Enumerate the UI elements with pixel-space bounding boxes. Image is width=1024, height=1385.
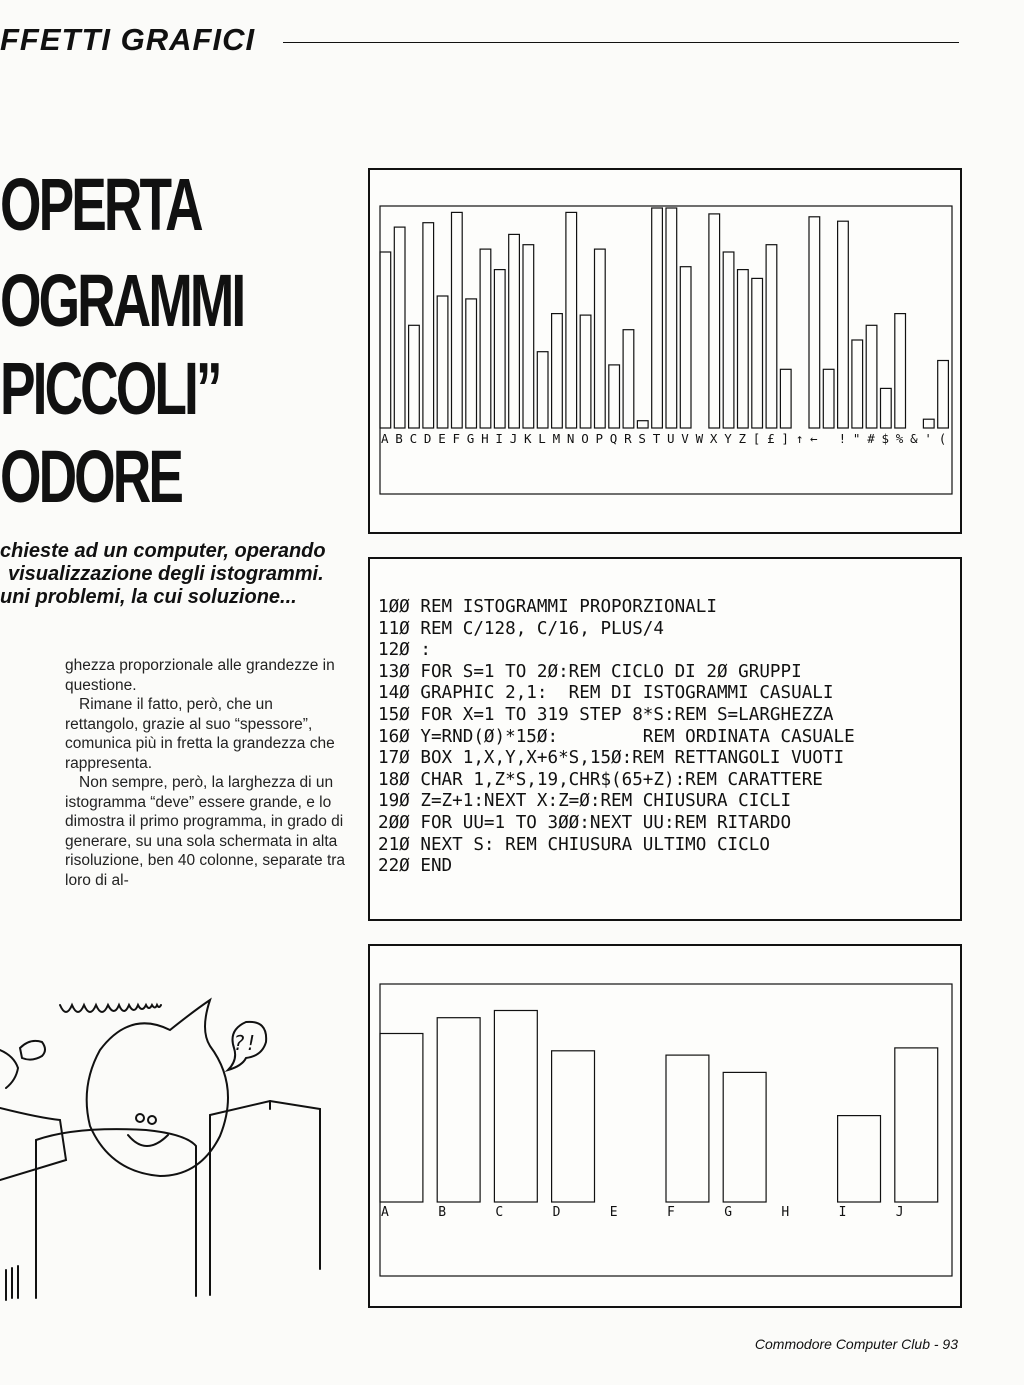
histogram-40-bars-chart <box>370 170 960 532</box>
bar <box>437 296 448 428</box>
bar <box>723 1072 766 1202</box>
listing-line: 19Ø Z=Z+1:NEXT X:Z=Ø:REM CHIUSURA CICLI <box>378 791 792 812</box>
lead-line: chieste ad un computer, operando <box>0 540 326 562</box>
bar <box>537 352 548 428</box>
lead-paragraph <box>0 540 350 609</box>
bar <box>623 330 634 428</box>
bar-label: Z <box>738 431 747 446</box>
listing-line: 12Ø : <box>378 640 431 661</box>
bar <box>552 1051 595 1202</box>
listing-line: 17Ø BOX 1,X,Y,X+6*S,15Ø:REM RETTANGOLI VUOTI <box>378 748 845 769</box>
bar <box>752 278 763 428</box>
bar-label: & <box>910 431 918 446</box>
bar-label: P <box>595 431 604 446</box>
body-paragraph: ghezza proporzionale alle grandezze in questione. <box>65 657 335 694</box>
bar-label: S <box>638 431 646 446</box>
bar-label: W <box>695 431 704 446</box>
headline-line-2: OGRAMMI <box>0 259 244 342</box>
bar <box>666 208 677 428</box>
bar-label: E <box>609 1205 618 1220</box>
headline-line-1: OPERTA <box>0 163 201 246</box>
bar <box>766 245 777 428</box>
bar <box>738 270 749 428</box>
bar-label: ] <box>781 431 789 446</box>
bar <box>409 325 420 428</box>
bar-label: $ <box>881 431 890 446</box>
bar <box>680 267 691 428</box>
bar-label: A <box>381 431 389 446</box>
bar-label: D <box>552 1205 561 1220</box>
body-paragraph: Non sempre, però, la larghezza di un istogramma “deve” essere grande, e lo dimostra il primo programma, in grado di generare, su una sola schermata in alta risoluzione, ben 40 colonne, separate tra loro di al- <box>65 774 346 889</box>
bar <box>881 388 892 428</box>
bar-label: K <box>524 431 532 446</box>
bar <box>938 361 949 429</box>
listing-line: 22Ø END <box>378 856 453 877</box>
bar-label: G <box>724 1205 733 1220</box>
bar <box>452 212 463 428</box>
bar <box>895 314 906 428</box>
headline-line-3: PICCOLI” <box>0 347 220 430</box>
bar <box>552 314 563 428</box>
bar-label: J <box>895 1205 904 1220</box>
listing-line: 14Ø GRAPHIC 2,1: REM DI ISTOGRAMMI CASUALI <box>378 683 834 704</box>
bar-label: ↑ <box>795 431 804 446</box>
bar <box>666 1055 709 1202</box>
bar-label: I <box>495 431 503 446</box>
bar-label: U <box>667 431 675 446</box>
article-body <box>65 656 347 890</box>
bar-label: D <box>423 431 432 446</box>
bar <box>609 365 620 428</box>
bar <box>809 217 820 428</box>
bar <box>709 214 720 428</box>
bar-label: A <box>381 1205 389 1220</box>
bar <box>780 369 791 428</box>
bar <box>480 249 491 428</box>
bar <box>823 369 834 428</box>
bar <box>838 1116 881 1202</box>
listing-line: 15Ø FOR X=1 TO 319 STEP 8*S:REM S=LARGHEZZA <box>378 704 834 725</box>
bar-label: ← <box>810 431 818 446</box>
listing-line: 13Ø FOR S=1 TO 2Ø:REM CICLO DI 2Ø GRUPPI <box>378 661 802 682</box>
basic-listing <box>378 597 855 878</box>
bar-label: Y <box>724 431 732 446</box>
bar-label: H <box>781 1205 790 1220</box>
bar <box>723 252 734 428</box>
bar <box>509 234 520 428</box>
bar-label: £ <box>767 431 775 446</box>
bar <box>637 421 648 428</box>
bar <box>380 1034 423 1203</box>
listing-line: 21Ø NEXT S: REM CHIUSURA ULTIMO CICLO <box>378 834 770 855</box>
bar <box>394 227 405 428</box>
bar-label: B <box>438 1205 447 1220</box>
bar <box>466 299 477 428</box>
lead-line: uni problemi, la cui soluzione... <box>0 586 297 608</box>
bar-label: # <box>867 431 875 446</box>
bar-label: I <box>838 1205 847 1220</box>
basic-listing-box <box>368 557 962 921</box>
listing-line: 1ØØ REM ISTOGRAMMI PROPORZIONALI <box>378 597 717 617</box>
cartoon-illustration <box>0 970 340 1310</box>
bar <box>523 245 534 428</box>
bar <box>380 252 391 428</box>
histogram-screen-10-bars <box>368 944 962 1308</box>
bar-label: % <box>895 431 904 446</box>
bar-label: B <box>395 431 403 446</box>
headline-line-4: ODORE <box>0 435 181 518</box>
bar-label: C <box>495 1205 504 1220</box>
bar-label: ( <box>938 431 947 446</box>
bar-label: C <box>409 431 418 446</box>
bar <box>652 208 663 428</box>
section-divider <box>283 42 959 43</box>
bar <box>852 340 863 428</box>
bar-label: R <box>624 431 632 446</box>
bar-label: T <box>652 431 661 446</box>
bar-label: ! <box>838 431 847 446</box>
histogram-10-bars-chart <box>370 946 960 1306</box>
bar-label: Q <box>609 431 618 446</box>
bar <box>494 270 505 428</box>
listing-line: 11Ø REM C/128, C/16, PLUS/4 <box>378 618 664 639</box>
bar <box>494 1011 537 1203</box>
bar <box>423 223 434 428</box>
listing-line: 2ØØ FOR UU=1 TO 3ØØ:NEXT UU:REM RITARDO <box>378 812 792 833</box>
bar <box>923 419 934 428</box>
body-paragraph: Rimane il fatto, però, che un rettangolo, grazie al suo “spessore”, comunica più in fretta la grandezza che rappresenta. <box>65 696 335 772</box>
lead-line: visualizzazione degli istogrammi. <box>8 563 324 585</box>
bar <box>580 315 591 428</box>
listing-line: 16Ø Y=RND(Ø)*15Ø: REM ORDINATA CASUALE <box>378 726 855 747</box>
bar-label: L <box>538 431 546 446</box>
bar <box>895 1048 938 1202</box>
section-title: FFETTI GRAFICI <box>0 22 256 57</box>
bar <box>595 249 606 428</box>
bar-label: G <box>466 431 475 446</box>
bar <box>838 221 849 428</box>
bar-label: " <box>852 431 861 446</box>
svg-text:?!: ?! <box>233 1031 258 1055</box>
bar-label: E <box>438 431 446 446</box>
bar-label: M <box>552 431 561 446</box>
bar-label: F <box>667 1205 675 1220</box>
page-footer: Commodore Computer Club - 93 <box>754 1336 958 1352</box>
bar-label: [ <box>752 431 761 446</box>
bar-label: O <box>581 431 589 446</box>
bar-label: J <box>509 431 518 446</box>
bar <box>437 1018 480 1202</box>
bar-label: N <box>566 431 575 446</box>
bar <box>566 212 577 428</box>
bar-label: F <box>452 431 461 446</box>
histogram-screen-40-bars <box>368 168 962 534</box>
listing-line: 18Ø CHAR 1,Z*S,19,CHR$(65+Z):REM CARATTERE <box>378 769 823 790</box>
bar <box>866 325 877 428</box>
bar-label: X <box>709 431 718 446</box>
bar-label: ' <box>924 431 932 446</box>
bar-label: V <box>681 431 689 446</box>
bar-label: H <box>481 431 489 446</box>
